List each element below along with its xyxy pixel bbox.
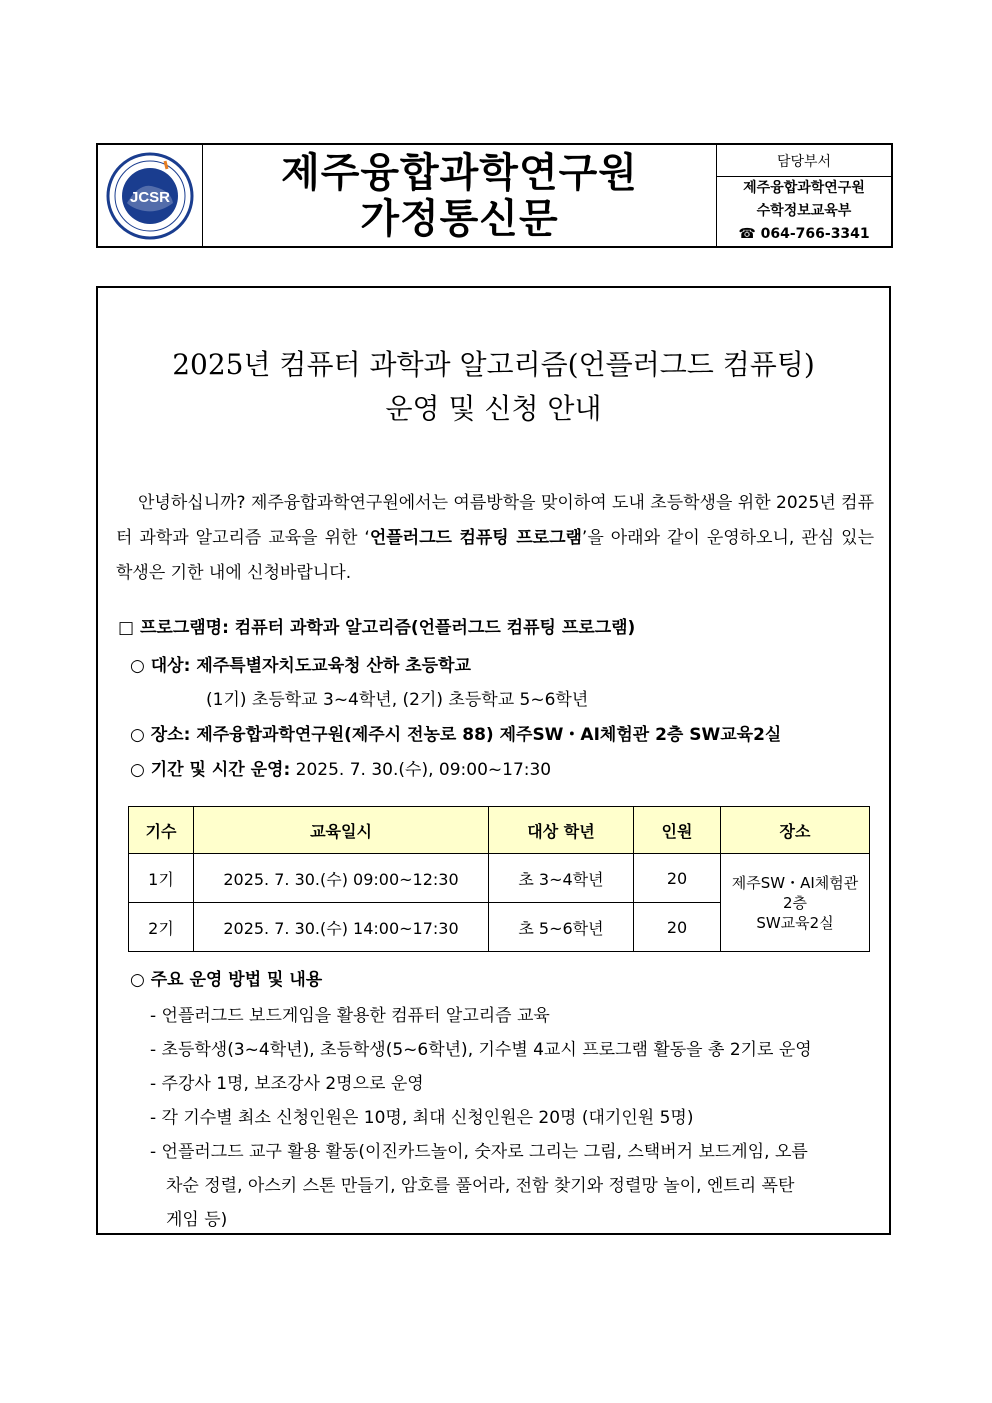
header-title bbox=[203, 145, 717, 246]
department-info bbox=[717, 177, 891, 246]
header-title-line1: 제주융합과학연구원 bbox=[281, 149, 638, 196]
method-item: - 언플러그드 보드게임을 활용한 컴퓨터 알고리즘 교육 bbox=[150, 1006, 550, 1026]
th-place: 장소 bbox=[721, 807, 870, 854]
method-item-cont: 게임 등) bbox=[166, 1210, 228, 1230]
cell-datetime: 2025. 7. 30.(수) 14:00~17:30 bbox=[194, 903, 489, 952]
intro-paragraph bbox=[116, 486, 874, 591]
cell-count: 20 bbox=[634, 854, 721, 903]
method-item-cont: 차순 정렬, 아스키 스톤 만들기, 암호를 풀어라, 전함 찾기와 정렬망 놀이, 엔트리 폭탄 bbox=[166, 1176, 795, 1196]
table-row bbox=[129, 854, 870, 903]
target-line: ○ 대상: 제주특별자치도교육청 산하 초등학교 bbox=[130, 656, 471, 676]
place-line: ○ 장소: 제주융합과학연구원(제주시 전농로 88) 제주SW・AI체험관 2층 SW교육2실 bbox=[130, 725, 782, 745]
jcsr-logo bbox=[105, 151, 195, 241]
th-grade: 대상 학년 bbox=[489, 807, 634, 854]
department-phone: ☎ 064-766-3341 bbox=[738, 226, 870, 242]
period-label: ○ 기간 및 시간 운영: bbox=[130, 760, 291, 780]
cell-term: 2기 bbox=[129, 903, 194, 952]
schedule-table bbox=[128, 806, 870, 952]
intro-text-1: 안녕하십니까? 제주융합과학연구원에서는 여름방학을 맞이하여 도내 초등학생을 위한 2025년 컴퓨터 과학과 알고리즘 교육을 위한 ‘ bbox=[116, 493, 874, 548]
department-name2: 수학정보교육부 bbox=[756, 203, 852, 219]
cell-count: 20 bbox=[634, 903, 721, 952]
notice-body bbox=[96, 286, 891, 1235]
intro-program-name: 언플러그드 컴퓨팅 프로그램 bbox=[369, 528, 582, 548]
place-line1: 제주SW・AI체험관 bbox=[731, 873, 859, 892]
logo-cell bbox=[98, 145, 203, 246]
department-label: 담당부서 bbox=[717, 145, 891, 177]
method-item: - 언플러그드 교구 활용 활동(이진카드놀이, 숫자로 그리는 그림, 스택버거 보드게임, 오름 bbox=[150, 1142, 808, 1162]
place-line2: 2층 bbox=[782, 893, 808, 912]
header-title-line2: 가정통신문 bbox=[360, 195, 559, 242]
methods-heading: ○ 주요 운영 방법 및 내용 bbox=[130, 970, 323, 990]
department-name1: 제주융합과학연구원 bbox=[743, 180, 865, 196]
cell-grade: 초 3~4학년 bbox=[489, 854, 634, 903]
table-header-row bbox=[129, 807, 870, 854]
th-datetime: 교육일시 bbox=[194, 807, 489, 854]
newsletter-header bbox=[96, 143, 893, 248]
doc-title-line1: 2025년 컴퓨터 과학과 알고리즘(언플러그드 컴퓨팅) bbox=[172, 348, 815, 381]
department-box bbox=[717, 145, 891, 246]
th-count: 인원 bbox=[634, 807, 721, 854]
target-detail: (1기) 초등학교 3~4학년, (2기) 초등학교 5~6학년 bbox=[206, 690, 589, 710]
intro-text-2: ’을 아래와 같이 운영하오니, 관심 있는 학생은 기한 내에 신청바랍니다. bbox=[116, 528, 875, 583]
cell-place bbox=[721, 854, 870, 952]
cell-grade: 초 5~6학년 bbox=[489, 903, 634, 952]
method-item: - 각 기수별 최소 신청인원은 10명, 최대 신청인원은 20명 (대기인원 5명) bbox=[150, 1108, 694, 1128]
period-line bbox=[130, 758, 551, 782]
cell-term: 1기 bbox=[129, 854, 194, 903]
method-item: - 주강사 1명, 보조강사 2명으로 운영 bbox=[150, 1074, 424, 1094]
svg-text:JCSR: JCSR bbox=[129, 188, 171, 206]
doc-title-line2: 운영 및 신청 안내 bbox=[385, 392, 602, 425]
program-name: □ 프로그램명: 컴퓨터 과학과 알고리즘(언플러그드 컴퓨팅 프로그램) bbox=[118, 618, 636, 638]
th-term: 기수 bbox=[129, 807, 194, 854]
period-value: 2025. 7. 30.(수), 09:00~17:30 bbox=[290, 760, 552, 780]
cell-datetime: 2025. 7. 30.(수) 09:00~12:30 bbox=[194, 854, 489, 903]
method-item: - 초등학생(3~4학년), 초등학생(5~6학년), 기수별 4교시 프로그램 활동을 총 2기로 운영 bbox=[150, 1040, 812, 1060]
place-line3: SW교육2실 bbox=[756, 913, 834, 932]
